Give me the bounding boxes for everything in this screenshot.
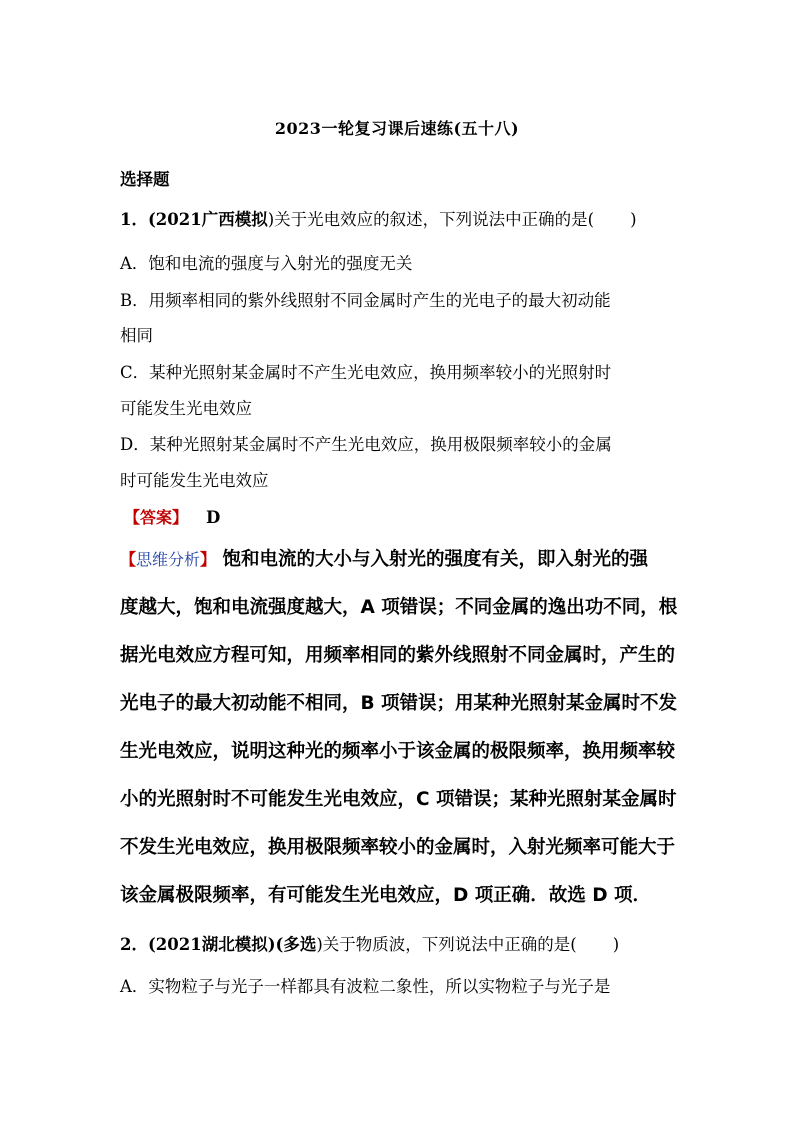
analysis-line-5: 生光电效应，说明这种光的频率小于该金属的极限频率，换用频率较 <box>120 741 676 762</box>
question-1-close-paren: ) <box>630 210 637 229</box>
question-1-stem <box>120 208 680 232</box>
analysis-line-7: 不发生光电效应，换用极限频率较小的金属时，入射光频率可能大于 <box>120 837 676 858</box>
question-2-number: 2．(2021 <box>120 935 202 954</box>
analysis-line-6: 小的光照射时不可能发生光电效应，C 项错误；某种光照射某金属时 <box>120 789 677 810</box>
question-2-tag: )(多选 <box>267 935 317 954</box>
question-2-option-a: A．实物粒子与光子一样都具有波粒二象性，所以实物粒子与光子是 <box>120 977 611 996</box>
answer-value: D <box>206 508 221 527</box>
analysis-text-1: 饱和电流的大小与入射光的强度有关，即入射光的强 <box>222 549 649 570</box>
analysis-line-1 <box>120 547 680 573</box>
question-1-option-d: D．某种光照射某金属时不产生光电效应，换用极限频率较小的金属 <box>120 435 612 454</box>
question-2-close-paren: ) <box>612 935 620 954</box>
analysis-line-4: 光电子的最大初动能不相同，B 项错误；用某种光照射某金属时不发 <box>120 693 678 714</box>
analysis-line-2: 度越大，饱和电流强度越大，A 项错误；不同金属的逸出功不同，根 <box>120 597 678 618</box>
analysis-close-bracket: 】 <box>200 550 217 569</box>
question-1-option-c: C．某种光照射某金属时不产生光电效应，换用频率较小的光照射时 <box>120 363 612 382</box>
analysis-line-3: 据光电效应方程可知，用频率相同的紫外线照射不同金属时，产生的 <box>120 645 676 666</box>
document-title: 2023一轮复习课后速练(五十八) <box>274 119 520 138</box>
question-2-text: )关于物质波，下列说法中正确的是( <box>316 935 577 954</box>
answer-open-bracket: 【 <box>124 508 141 527</box>
answer-line <box>124 506 684 530</box>
question-1-option-b-cont: 相同 <box>120 326 153 345</box>
question-1-text: )关于光电效应的叙述，下列说法中正确的是( <box>267 210 595 229</box>
analysis-line-8: 该金属极限频率，有可能发生光电效应，D 项正确．故选 D 项． <box>120 885 652 906</box>
analysis-label: 思维分析 <box>136 550 201 569</box>
answer-close-bracket: 】 <box>172 508 189 527</box>
question-1-number: 1．(2021 <box>120 210 202 229</box>
question-1-source: 广西模拟 <box>201 210 268 229</box>
section-heading: 选择题 <box>120 170 170 189</box>
answer-label: 答案 <box>140 508 173 527</box>
question-1-option-b: B．用频率相同的紫外线照射不同金属时产生的光电子的最大初动能 <box>120 291 611 310</box>
question-2-stem <box>120 933 680 957</box>
analysis-open-bracket: 【 <box>120 550 137 569</box>
question-1-option-a: A．饱和电流的强度与入射光的强度无关 <box>120 254 413 273</box>
question-2-source: 湖北模拟 <box>201 935 268 954</box>
question-1-option-d-cont: 时可能发生光电效应 <box>120 471 269 490</box>
question-1-option-c-cont: 可能发生光电效应 <box>120 399 252 418</box>
